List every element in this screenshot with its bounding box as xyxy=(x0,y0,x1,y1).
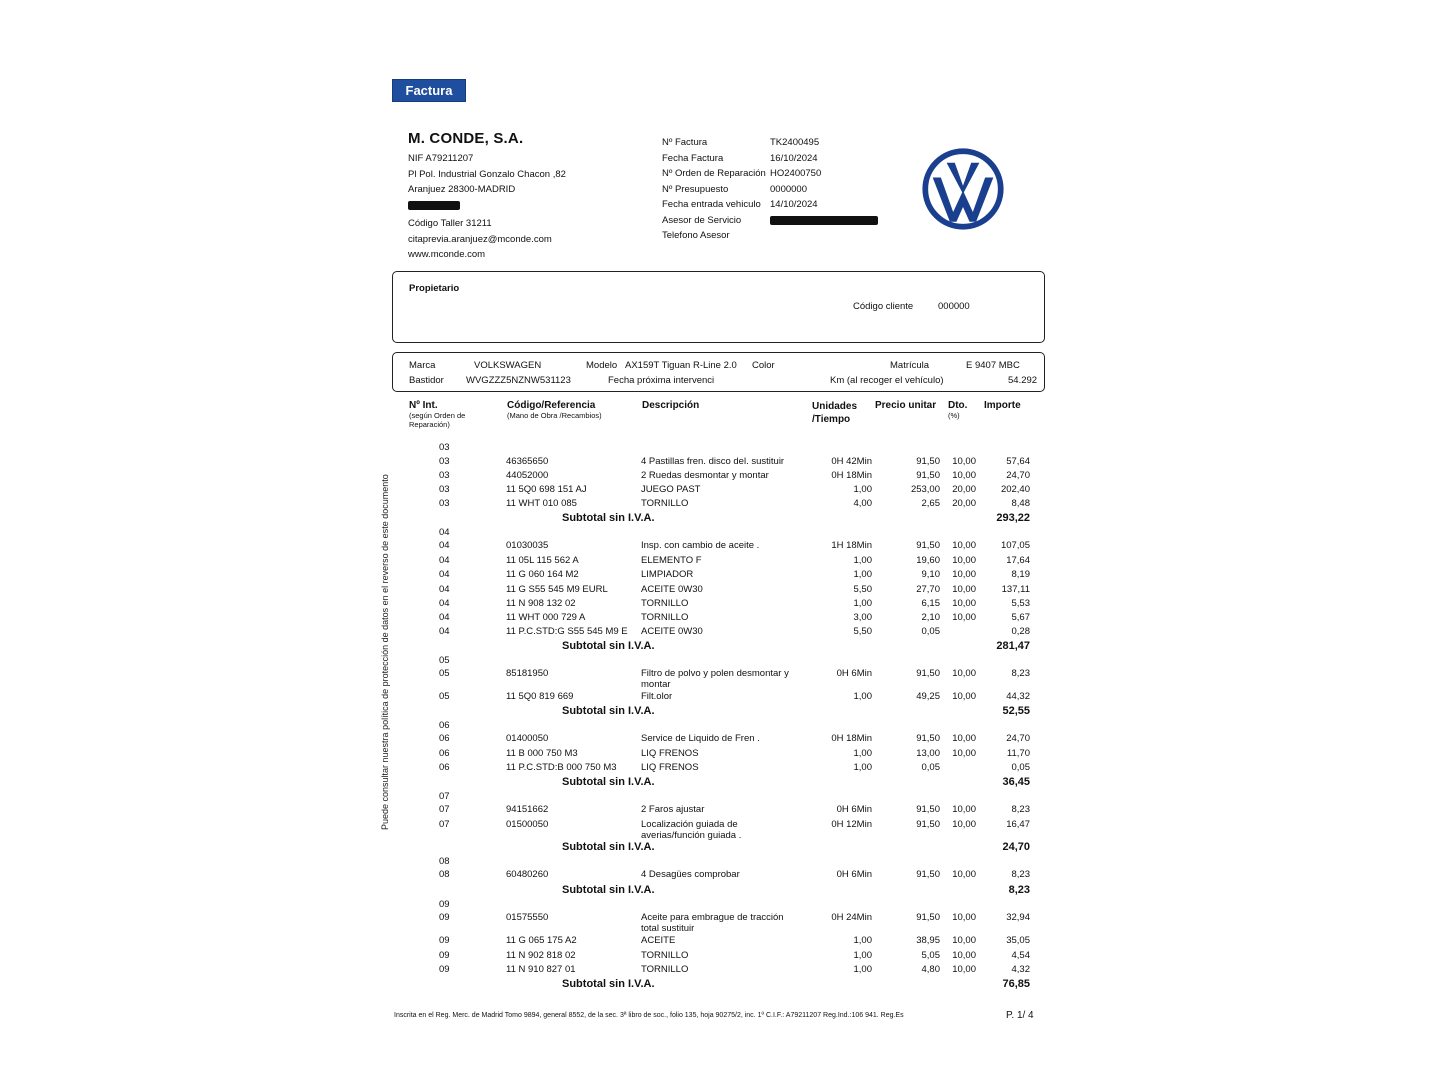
description: Insp. con cambio de aceite . xyxy=(641,540,760,551)
unit-price: 91,50 xyxy=(916,470,940,481)
subtotal-value: 76,85 xyxy=(1002,978,1030,990)
company-details xyxy=(408,151,566,263)
col-header-code-sub: (Mano de Obra /Recambios) xyxy=(507,411,602,420)
description-continued: averias/función guiada . xyxy=(641,830,742,841)
table-row xyxy=(0,470,1440,484)
table-row xyxy=(0,569,1440,583)
order-number: 03 xyxy=(439,498,450,509)
discount: 10,00 xyxy=(952,598,976,609)
group-order-row xyxy=(0,856,1440,870)
amount: 8,19 xyxy=(1011,569,1030,580)
description: TORNILLO xyxy=(641,612,689,623)
unit-price: 19,60 xyxy=(916,555,940,566)
invoice-field-row xyxy=(662,228,878,244)
description: Filtro de polvo y polen desmontar y xyxy=(641,668,789,679)
unit-price: 253,00 xyxy=(910,484,940,495)
redacted-line xyxy=(408,201,566,217)
units-time: 1,00 xyxy=(853,598,872,609)
discount: 10,00 xyxy=(952,869,976,880)
table-row xyxy=(0,612,1440,626)
subtotal-row xyxy=(0,841,1440,855)
field-label: Fecha Factura xyxy=(662,152,724,164)
company-city: Aranjuez 28300-MADRID xyxy=(408,184,516,195)
field-value: 0000000 xyxy=(770,183,807,195)
units-time: 1,00 xyxy=(853,569,872,580)
unit-price: 91,50 xyxy=(916,912,940,923)
order-number: 09 xyxy=(439,964,450,975)
units-time: 5,50 xyxy=(853,584,872,595)
subtotal-row xyxy=(0,884,1440,898)
units-time: 0H 12Min xyxy=(831,819,872,830)
km-value: 54.292 xyxy=(1008,375,1038,386)
table-row xyxy=(0,498,1440,512)
unit-price: 9,10 xyxy=(921,569,940,580)
description: LIQ FRENOS xyxy=(641,762,699,773)
table-row xyxy=(0,869,1440,883)
unit-price: 91,50 xyxy=(916,540,940,551)
unit-price: 91,50 xyxy=(916,456,940,467)
description: ACEITE xyxy=(641,935,676,946)
table-row xyxy=(0,668,1440,690)
description: Aceite para embrague de tracción xyxy=(641,912,784,923)
reference-code: 01400050 xyxy=(506,733,549,744)
description: TORNILLO xyxy=(641,498,689,509)
company-nif: NIF A79211207 xyxy=(408,153,474,164)
col-header-code-title: Código/Referencia xyxy=(507,400,596,411)
owner-label: Propietario xyxy=(409,283,460,294)
company-web[interactable]: www.mconde.com xyxy=(408,249,486,260)
reference-code: 11 G 065 175 A2 xyxy=(506,935,577,946)
table-row xyxy=(0,691,1440,705)
unit-price: 4,80 xyxy=(921,964,940,975)
unit-price: 13,00 xyxy=(916,748,940,759)
discount: 10,00 xyxy=(952,819,976,830)
units-time: 1,00 xyxy=(853,935,872,946)
registry-footer: Inscrita en el Reg. Merc. de Madrid Tomo 9894, general 8552, de la sec. 3ª libro de soc., folio 135, hoja 90275/2, inc. 1º C.I.F.: A79211207 Reg.Ind.:106 941. Reg.Es xyxy=(394,1012,904,1019)
group-order-row xyxy=(0,442,1440,456)
table-row xyxy=(0,748,1440,762)
reference-code: 11 G S55 545 M9 EURL xyxy=(506,584,608,595)
subtotal-value: 8,23 xyxy=(1008,884,1030,896)
discount: 10,00 xyxy=(952,569,976,580)
order-number: 09 xyxy=(439,899,450,910)
reference-code: 11 5Q0 698 151 AJ xyxy=(506,484,587,495)
reference-code: 85181950 xyxy=(506,668,549,679)
order-number: 03 xyxy=(439,442,450,453)
description: Localización guiada de xyxy=(641,819,738,830)
table-row xyxy=(0,964,1440,978)
order-number: 06 xyxy=(439,720,450,731)
reference-code: 01030035 xyxy=(506,540,549,551)
discount: 10,00 xyxy=(952,748,976,759)
subtotal-label: Subtotal sin I.V.A. xyxy=(562,841,655,853)
discount: 10,00 xyxy=(952,470,976,481)
brand-label: Marca xyxy=(409,360,436,371)
amount: 8,48 xyxy=(1011,498,1030,509)
discount: 10,00 xyxy=(952,964,976,975)
description: LIQ FRENOS xyxy=(641,748,699,759)
plate-label: Matrícula xyxy=(890,360,930,371)
units-time: 1H 18Min xyxy=(831,540,872,551)
units-time: 1,00 xyxy=(853,484,872,495)
description-continued: total sustituir xyxy=(641,923,695,934)
units-time: 0H 18Min xyxy=(831,733,872,744)
reference-code: 11 P.C.STD:G S55 545 M9 E xyxy=(506,626,628,637)
subtotal-row xyxy=(0,776,1440,790)
subtotal-label: Subtotal sin I.V.A. xyxy=(562,978,655,990)
amount: 4,54 xyxy=(1011,950,1030,961)
description: TORNILLO xyxy=(641,964,689,975)
table-row xyxy=(0,456,1440,470)
subtotal-label: Subtotal sin I.V.A. xyxy=(562,776,655,788)
group-order-row xyxy=(0,791,1440,805)
subtotal-row xyxy=(0,640,1440,654)
subtotal-value: 293,22 xyxy=(996,512,1030,524)
order-number: 06 xyxy=(439,762,450,773)
amount: 57,64 xyxy=(1006,456,1030,467)
units-time: 1,00 xyxy=(853,950,872,961)
order-number: 04 xyxy=(439,527,450,538)
group-order-row xyxy=(0,720,1440,734)
invoice-field-row xyxy=(662,213,878,229)
discount: 10,00 xyxy=(952,668,976,679)
redaction-bar xyxy=(408,201,460,210)
amount: 0,05 xyxy=(1011,762,1030,773)
amount: 16,47 xyxy=(1006,819,1030,830)
discount: 10,00 xyxy=(952,935,976,946)
subtotal-label: Subtotal sin I.V.A. xyxy=(562,705,655,717)
col-header-code xyxy=(507,400,602,420)
reference-code: 11 P.C.STD:B 000 750 M3 xyxy=(506,762,617,773)
subtotal-label: Subtotal sin I.V.A. xyxy=(562,884,655,896)
order-number: 03 xyxy=(439,484,450,495)
amount: 5,53 xyxy=(1011,598,1030,609)
units-time: 1,00 xyxy=(853,691,872,702)
subtotal-value: 36,45 xyxy=(1002,776,1030,788)
group-order-row xyxy=(0,899,1440,913)
client-code-label: Código cliente xyxy=(853,301,914,312)
order-number: 04 xyxy=(439,569,450,580)
company-name: M. CONDE, S.A. xyxy=(408,130,524,147)
discount: 20,00 xyxy=(952,484,976,495)
description: LIMPIADOR xyxy=(641,569,694,580)
reference-code: 11 WHT 000 729 A xyxy=(506,612,586,623)
units-time: 1,00 xyxy=(853,762,872,773)
description: 4 Desagües comprobar xyxy=(641,869,740,880)
reference-code: 11 N 910 827 01 xyxy=(506,964,576,975)
order-number: 04 xyxy=(439,612,450,623)
invoice-field-row xyxy=(662,151,878,167)
amount: 107,05 xyxy=(1000,540,1030,551)
unit-price: 0,05 xyxy=(921,762,940,773)
table-row xyxy=(0,484,1440,498)
unit-price: 91,50 xyxy=(916,819,940,830)
group-order-row xyxy=(0,527,1440,541)
reference-code: 11 G 060 164 M2 xyxy=(506,569,579,580)
invoice-field-row xyxy=(662,182,878,198)
order-number: 09 xyxy=(439,950,450,961)
unit-price: 0,05 xyxy=(921,626,940,637)
reference-code: 11 05L 115 562 A xyxy=(506,555,579,566)
company-email[interactable]: citaprevia.aranjuez@mconde.com xyxy=(408,233,552,245)
discount: 10,00 xyxy=(952,804,976,815)
unit-price: 6,15 xyxy=(921,598,940,609)
invoice-fields xyxy=(662,135,878,244)
amount: 0,28 xyxy=(1011,626,1030,637)
km-label: Km (al recoger el vehículo) xyxy=(830,375,944,386)
col-header-nint-sub: (según Orden de Reparación) xyxy=(409,411,466,429)
unit-price: 38,95 xyxy=(916,935,940,946)
unit-price: 91,50 xyxy=(916,733,940,744)
subtotal-value: 52,55 xyxy=(1002,705,1030,717)
invoice-field-row xyxy=(662,166,878,182)
order-number: 07 xyxy=(439,804,450,815)
field-label: Telefono Asesor xyxy=(662,230,730,241)
reference-code: 11 5Q0 819 669 xyxy=(506,691,574,702)
reference-code: 46365650 xyxy=(506,456,549,467)
table-row xyxy=(0,555,1440,569)
field-label: Nº Factura xyxy=(662,137,708,148)
col-header-units: Unidades /Tiempo xyxy=(812,401,858,425)
reference-code: 01575550 xyxy=(506,912,549,923)
subtotal-label: Subtotal sin I.V.A. xyxy=(562,640,655,652)
discount: 10,00 xyxy=(952,950,976,961)
unit-price: 5,05 xyxy=(921,950,940,961)
redaction-bar xyxy=(770,216,878,225)
order-number: 08 xyxy=(439,869,450,880)
discount: 10,00 xyxy=(952,584,976,595)
vehicle-box xyxy=(392,352,1045,392)
order-number: 04 xyxy=(439,598,450,609)
amount: 35,05 xyxy=(1006,935,1030,946)
units-time: 5,50 xyxy=(853,626,872,637)
discount: 10,00 xyxy=(952,456,976,467)
amount: 24,70 xyxy=(1006,733,1030,744)
discount: 10,00 xyxy=(952,555,976,566)
invoice-field-row xyxy=(662,197,878,213)
group-order-row xyxy=(0,655,1440,669)
reference-code: 01500050 xyxy=(506,819,549,830)
description: 2 Ruedas desmontar y montar xyxy=(641,470,769,481)
field-label: Asesor de Servicio xyxy=(662,214,742,226)
reference-code: 11 N 908 132 02 xyxy=(506,598,576,609)
subtotal-value: 24,70 xyxy=(1002,841,1030,853)
description-continued: montar xyxy=(641,679,671,690)
unit-price: 91,50 xyxy=(916,668,940,679)
discount: 20,00 xyxy=(952,498,976,509)
amount: 8,23 xyxy=(1011,869,1030,880)
discount: 10,00 xyxy=(952,691,976,702)
field-value: TK2400495 xyxy=(770,137,820,148)
invoice-badge: Factura xyxy=(392,79,466,102)
reference-code: 60480260 xyxy=(506,869,549,880)
units-time: 0H 18Min xyxy=(831,470,872,481)
discount: 10,00 xyxy=(952,612,976,623)
order-number: 05 xyxy=(439,691,450,702)
unit-price: 91,50 xyxy=(916,869,940,880)
page-number: P. 1/ 4 xyxy=(1006,1010,1034,1021)
field-label: Fecha entrada vehiculo xyxy=(662,199,761,210)
order-number: 09 xyxy=(439,935,450,946)
field-label: Nº Presupuesto xyxy=(662,183,729,195)
col-header-dto xyxy=(948,400,967,420)
description: JUEGO PAST xyxy=(641,484,701,495)
field-value: 14/10/2024 xyxy=(770,199,818,210)
units-time: 0H 42Min xyxy=(831,456,872,467)
order-number: 06 xyxy=(439,733,450,744)
order-number: 05 xyxy=(439,668,450,679)
units-time: 1,00 xyxy=(853,964,872,975)
col-header-desc: Descripción xyxy=(642,400,700,411)
order-number: 07 xyxy=(439,791,450,802)
reference-code: 94151662 xyxy=(506,804,549,815)
order-number: 04 xyxy=(439,540,450,551)
amount: 11,70 xyxy=(1006,748,1030,759)
order-number: 06 xyxy=(439,748,450,759)
subtotal-row xyxy=(0,512,1440,526)
amount: 8,23 xyxy=(1011,668,1030,679)
field-value: HO2400750 xyxy=(770,168,822,179)
col-header-nint-title: Nº Int. xyxy=(409,400,438,411)
amount: 44,32 xyxy=(1006,691,1030,702)
discount: 10,00 xyxy=(952,540,976,551)
description: ACEITE 0W30 xyxy=(641,584,703,595)
table-row xyxy=(0,598,1440,612)
unit-price: 2,65 xyxy=(921,498,940,509)
reference-code: 11 B 000 750 M3 xyxy=(506,748,578,759)
next-service-label: Fecha próxima intervenci xyxy=(608,375,715,386)
reference-code: 44052000 xyxy=(506,470,549,481)
subtotal-row xyxy=(0,978,1440,992)
volkswagen-logo-icon xyxy=(922,148,1004,230)
amount: 137,11 xyxy=(1001,584,1030,595)
amount: 202,40 xyxy=(1000,484,1030,495)
table-row xyxy=(0,950,1440,964)
col-header-nint xyxy=(409,400,479,429)
table-row xyxy=(0,762,1440,776)
description: Service de Liquido de Fren . xyxy=(641,733,760,744)
unit-price: 2,10 xyxy=(921,612,940,623)
units-time: 1,00 xyxy=(853,555,872,566)
subtotal-label: Subtotal sin I.V.A. xyxy=(562,512,655,524)
order-number: 09 xyxy=(439,912,450,923)
order-number: 04 xyxy=(439,626,450,637)
table-row xyxy=(0,819,1440,841)
order-number: 03 xyxy=(439,470,450,481)
client-code-value: 000000 xyxy=(938,301,970,312)
col-header-dto-title: Dto. xyxy=(948,400,968,411)
unit-price: 49,25 xyxy=(916,691,940,702)
amount: 8,23 xyxy=(1011,804,1030,815)
order-number: 03 xyxy=(439,456,450,467)
description: ACEITE 0W30 xyxy=(641,626,703,637)
amount: 17,64 xyxy=(1006,555,1030,566)
company-address: Pl Pol. Industrial Gonzalo Chacon ,82 xyxy=(408,168,566,180)
table-row xyxy=(0,804,1440,818)
owner-box xyxy=(392,271,1045,343)
amount: 5,67 xyxy=(1011,612,1030,623)
model-value: AX159T Tiguan R-Line 2.0 xyxy=(625,360,737,371)
workshop-code: Código Taller 31211 xyxy=(408,218,492,229)
order-number: 05 xyxy=(439,655,450,666)
order-number: 04 xyxy=(439,584,450,595)
col-header-price: Precio unitar xyxy=(875,400,937,411)
table-row xyxy=(0,733,1440,747)
table-row xyxy=(0,626,1440,640)
discount: 10,00 xyxy=(952,733,976,744)
units-time: 0H 6Min xyxy=(836,869,872,880)
vin-value: WVGZZZ5NZNW531123 xyxy=(466,375,571,386)
privacy-side-note: Puede consultar nuestra política de protección de datos en el reverso de este documento xyxy=(380,474,390,830)
description: Filt.olor xyxy=(641,691,673,702)
unit-price: 91,50 xyxy=(916,804,940,815)
col-header-imp: Importe xyxy=(984,400,1021,411)
subtotal-value: 281,47 xyxy=(996,640,1030,652)
order-number: 08 xyxy=(439,856,450,867)
description: 4 Pastillas fren. disco del. sustituir xyxy=(641,456,785,467)
units-time: 0H 24Min xyxy=(831,912,872,923)
reference-code: 11 N 902 818 02 xyxy=(506,950,576,961)
units-time: 0H 6Min xyxy=(836,804,872,815)
brand-value: VOLKSWAGEN xyxy=(474,360,542,371)
plate-value: E 9407 MBC xyxy=(966,360,1020,371)
description: ELEMENTO F xyxy=(641,555,702,566)
description: TORNILLO xyxy=(641,950,689,961)
vin-label: Bastidor xyxy=(409,375,444,386)
table-row xyxy=(0,912,1440,934)
description: TORNILLO xyxy=(641,598,689,609)
units-time: 0H 6Min xyxy=(836,668,872,679)
field-value: 16/10/2024 xyxy=(770,152,818,164)
units-time: 1,00 xyxy=(853,748,872,759)
table-row xyxy=(0,584,1440,598)
unit-price: 27,70 xyxy=(916,584,940,595)
table-row xyxy=(0,540,1440,554)
field-label: Nº Orden de Reparación xyxy=(662,168,766,179)
reference-code: 11 WHT 010 085 xyxy=(506,498,577,509)
color-label: Color xyxy=(752,360,775,371)
table-row xyxy=(0,935,1440,949)
units-time: 3,00 xyxy=(853,612,872,623)
order-number: 07 xyxy=(439,819,450,830)
invoice-field-row xyxy=(662,135,878,151)
order-number: 04 xyxy=(439,555,450,566)
model-label: Modelo xyxy=(586,360,618,371)
amount: 4,32 xyxy=(1011,964,1030,975)
discount: 10,00 xyxy=(952,912,976,923)
subtotal-row xyxy=(0,705,1440,719)
description: 2 Faros ajustar xyxy=(641,804,705,815)
amount: 32,94 xyxy=(1006,912,1030,923)
amount: 24,70 xyxy=(1006,470,1030,481)
col-header-dto-sub: (%) xyxy=(948,411,960,420)
units-time: 4,00 xyxy=(853,498,872,509)
